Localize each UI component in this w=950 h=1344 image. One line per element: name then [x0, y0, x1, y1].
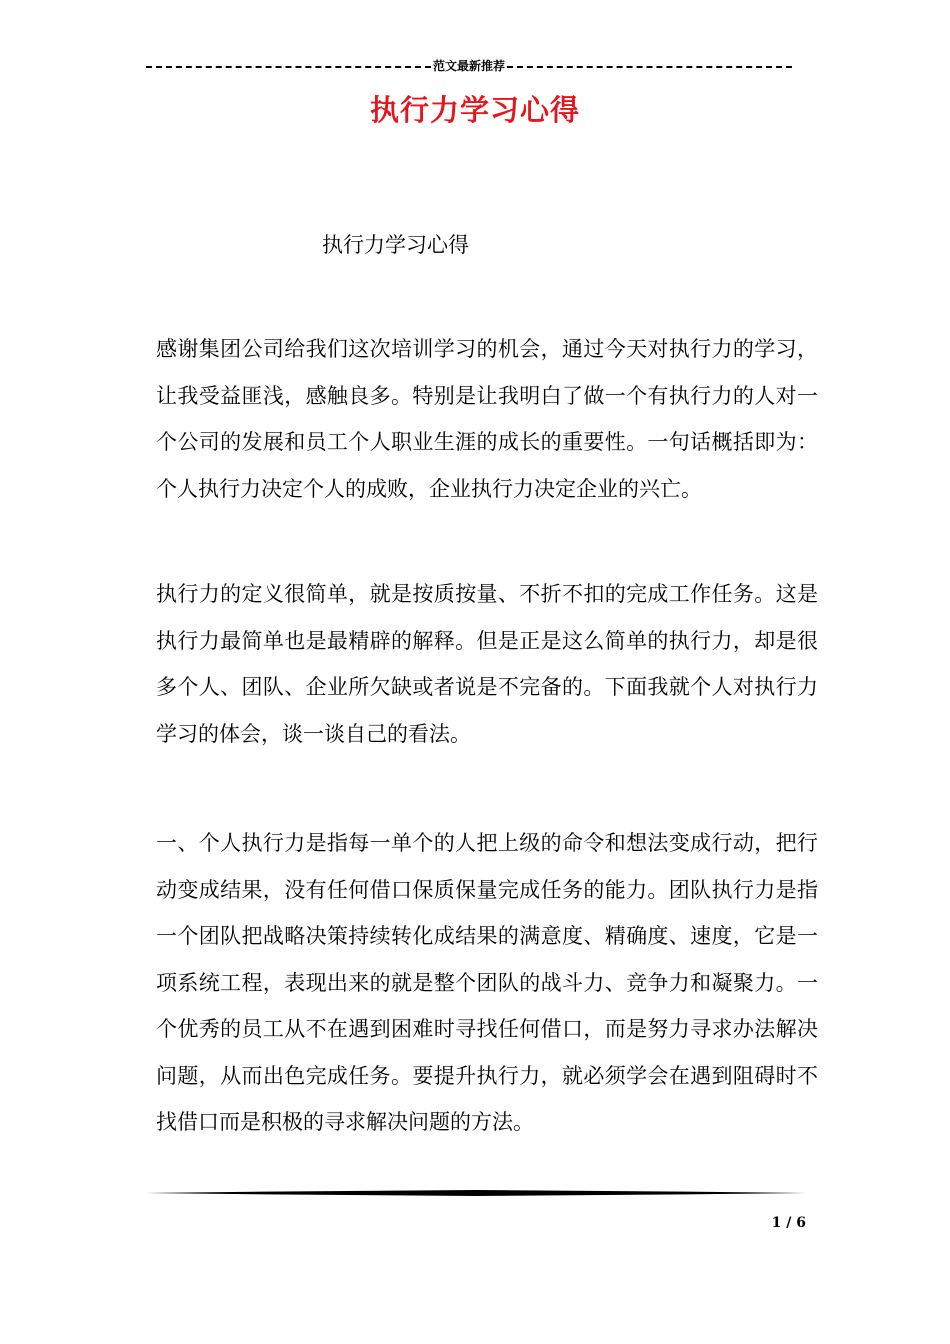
header-dashes-right: [507, 66, 792, 68]
page-header: [146, 58, 792, 74]
header-label: 范文最新推荐: [433, 59, 506, 73]
paragraph-1: 感谢集团公司给我们这次培训学习的机会，通过今天对执行力的学习，让我受益匪浅，感触良多。特别是让我明白了做一个有执行力的人对一个公司的发展和员工个人职业生涯的成长的重要性。一句话概括即为：个人执行力决定个人的成败，企业执行力决定企业的兴亡。: [156, 337, 818, 501]
footer-divider: [146, 1190, 806, 1196]
header-dashes-left: [146, 66, 431, 68]
paragraph-2: 执行力的定义很简单，就是按质按量、不折不扣的完成工作任务。这是执行力最简单也是最精辟的解释。但是正是这么简单的执行力，却是很多个人、团队、企业所欠缺或者说是不完备的。下面我就个人对执行力学习的体会，谈一谈自己的看法。: [156, 582, 818, 746]
document-title: 执行力学习心得: [369, 93, 580, 127]
document-subtitle: 执行力学习心得: [322, 233, 469, 257]
page-number: 1 / 6: [771, 1215, 806, 1231]
paragraph-3: 一、个人执行力是指每一单个的人把上级的命令和想法变成行动，把行动变成结果，没有任何借口保质保量完成任务的能力。团队执行力是指一个团队把战略决策持续转化成结果的满意度、精确度、速度，它是一项系统工程，表现出来的就是整个团队的战斗力、竞争力和凝聚力。一个优秀的员工从不在遇到困难时寻找任何借口，而是努力寻求办法解决问题，从而出色完成任务。要提升执行力，就必须学会在遇到阻碍时不找借口而是积极的寻求解决问题的方法。: [156, 831, 818, 1134]
